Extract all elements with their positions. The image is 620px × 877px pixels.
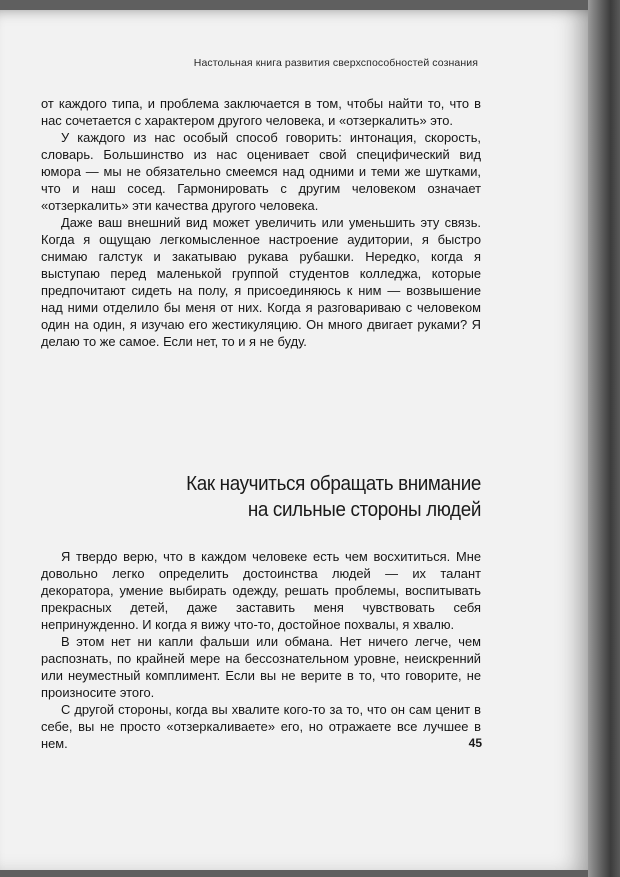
paragraph-6: С другой стороны, когда вы хвалите кого-то за то, что он сам ценит в себе, вы не просто «отзеркаливаете» его, но отражаете все лучшее в нем.	[41, 702, 481, 751]
section-1-text	[41, 95, 481, 350]
paragraph-5: В этом нет ни капли фальши или обмана. Нет ничего легче, чем распознать, по крайней мере на бессознательном уровне, неискренний или неуместный комплимент. Если вы не верите в то, что говорите, не произносите этого.	[41, 634, 481, 700]
paragraph-1: от каждого типа, и проблема заключается в том, чтобы найти то, что в нас сочетается с характером другого человека, и «отзеркалить» это.	[41, 96, 481, 128]
paragraph-3: Даже ваш внешний вид может увеличить или уменьшить эту связь. Когда я ощущаю легкомысленное настроение аудитории, я быстро снимаю галстук и закатываю рукава рубашки. Нередко, когда я выступаю перед маленькой группой студентов колледжа, которые предпочитают сидеть на полу, я присоединяюсь к ним — возвышение над ними отделило бы меня от них. Когда я разговариваю с человеком один на один, я изучаю его жестикуляцию. Он много двигает руками? Я делаю то же самое. Если нет, то и я не буду.	[41, 215, 481, 349]
paragraph-4: Я твердо верю, что в каждом человеке есть чем восхититься. Мне довольно легко определить достоинства людей — их талант декоратора, умение выбирать одежду, решать проблемы, воспитывать прекрасных детей, даже заставить меня чувствовать себя непринужденно. И когда я вижу что-то, достойное похвалы, я хвалю.	[41, 549, 481, 632]
running-head: Настольная книга развития сверхспособностей сознания	[193, 57, 478, 69]
section-heading	[76, 471, 481, 523]
page-number: 45	[468, 736, 482, 750]
section-2-text	[41, 548, 481, 752]
paragraph-2: У каждого из нас особый способ говорить: интонация, скорость, словарь. Большинство из нас оценивает свой специфический вид юмора — мы не обязательно смеемся над одними и теми же шутками, что и наш сосед. Гармонировать с другим человеком означает «отзеркалить» эти качества другого человека.	[41, 130, 481, 213]
heading-line-1: Как научиться обращать внимание	[186, 472, 481, 495]
heading-line-2: на сильные стороны людей	[247, 498, 481, 521]
page-gutter-shadow	[588, 0, 620, 877]
